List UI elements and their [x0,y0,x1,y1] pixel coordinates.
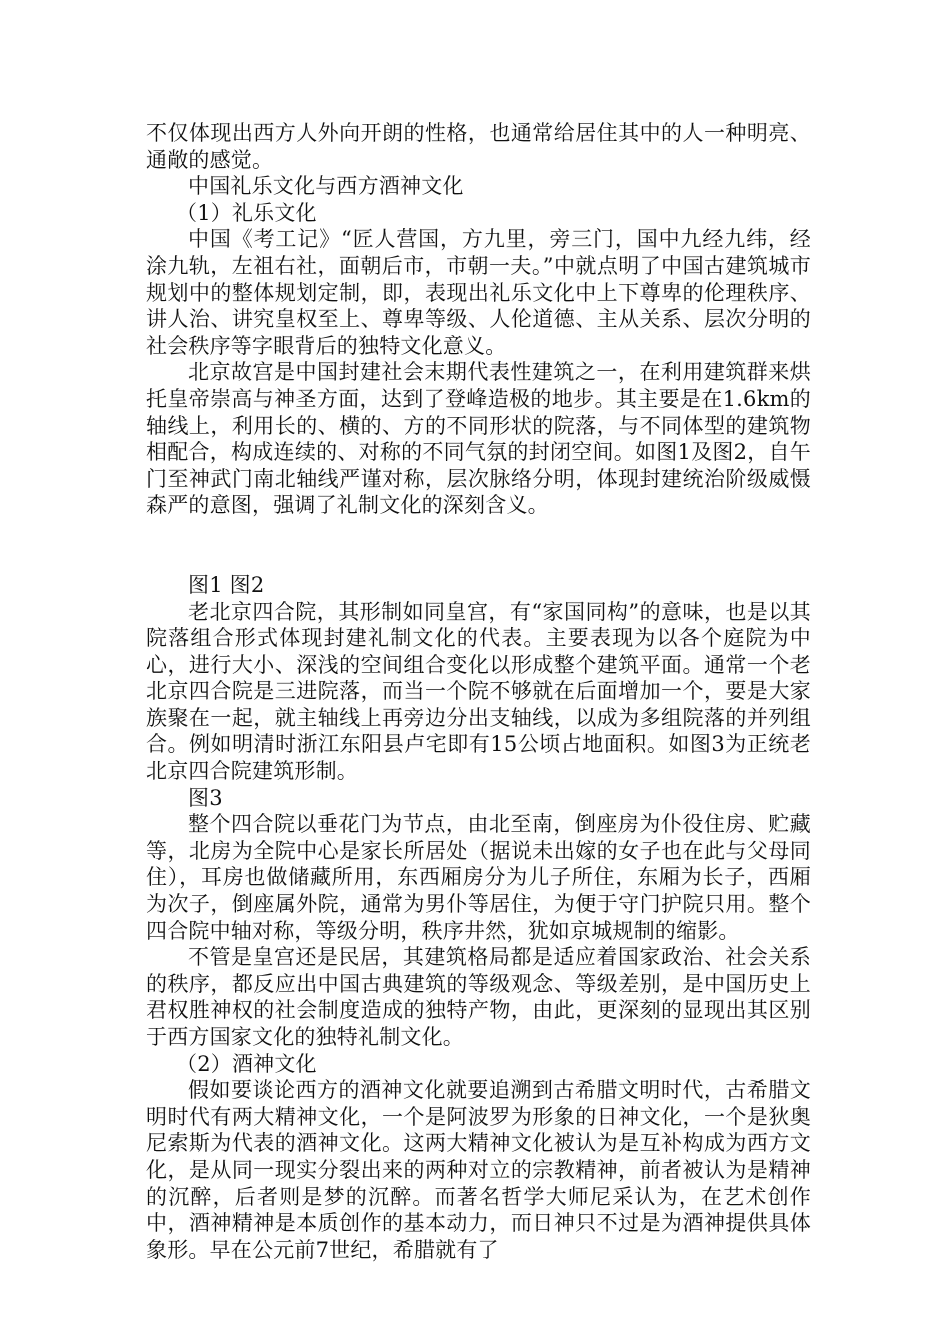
figure-placeholder-gap [146,519,811,572]
figure-caption-3: 图3 [188,785,223,810]
paragraph-chuihuamen: 整个四合院以垂花门为节点，由北至南，倒座房为仆役住房、贮藏等，北房为全院中心是家长所居处（据说未出嫁的女子也在此与父母同住），耳房也做储藏所用，东西厢房分为儿子所住，东厢为长子，西厢为次子，倒座属外院，通常为男仆等居住，为便于守门护院只用。整个四合院中轴对称，等级分明，秩序井然，犹如京城规制的缩影。 [146,812,811,943]
section-heading: 中国礼乐文化与西方酒神文化 [188,174,464,199]
subsection-heading-liyue: （1）礼乐文化 [176,200,317,225]
document-body [146,120,811,1263]
paragraph-palace-and-residence: 不管是皇宫还是民居，其建筑格局都是适应着国家政治、社会关系的秩序，都反应出中国古典建筑的等级观念、等级差别，是中国历史上君权胜神权的社会制度造成的独特产物，由此，更深刻的显现出其区别于西方国家文化的独特礼制文化。 [146,945,811,1049]
paragraph-siheyuan: 老北京四合院，其形制如同皇宫，有“家国同构”的意味，也是以其院落组合形式体现封建礼制文化的代表。主要表现为以各个庭院为中心，进行大小、深浅的空间组合变化以形成整个建筑平面。通常一个老北京四合院是三进院落，而当一个院不够就在后面增加一个，要是大家族聚在一起，就主轴线上再旁边分出支轴线，以成为多组院落的并列组合。例如明清时浙江东阳县卢宅即有15公顷占地面积。如图3为正统老北京四合院建筑形制。 [146,599,811,784]
paragraph-continuation: 不仅体现出西方人外向开朗的性格，也通常给居住其中的人一种明亮、通敞的感觉。 [146,121,811,172]
paragraph-kaogongji: 中国《考工记》“匠人营国，方九里，旁三门，国中九经九纬，经涂九轨，左祖右社，面朝后市，市朝一夫。”中就点明了中国古建筑城市规划中的整体规划定制，即，表现出礼乐文化中上下尊卑的伦理秩序、讲人治、讲究皇权至上、尊卑等级、人伦道德、主从关系、层次分明的社会秩序等字眼背后的独特文化意义。 [146,227,811,358]
subsection-heading-jiushen: （2）酒神文化 [176,1051,317,1076]
paragraph-forbidden-city: 北京故宫是中国封建社会末期代表性建筑之一，在利用建筑群来烘托皇帝崇高与神圣方面，达到了登峰造极的地步。其主要是在1.6km的轴线上，利用长的、横的、方的不同形状的院落，与不同体型的建筑物相配合，构成连续的、对称的不同气氛的封闭空间。如图1及图2，自午门至神武门南北轴线严谨对称，层次脉络分明，体现封建统治阶级威慑森严的意图，强调了礼制文化的深刻含义。 [146,360,811,518]
paragraph-dionysian: 假如要谈论西方的酒神文化就要追溯到古希腊文明时代，古希腊文明时代有两大精神文化，一个是阿波罗为形象的日神文化，一个是狄奥尼索斯为代表的酒神文化。这两大精神文化被认为是互补构成为西方文化，是从同一现实分裂出来的两种对立的宗教精神，前者被认为是精神的沉醉，后者则是梦的沉醉。而著名哲学大师尼采认为，在艺术创作中，酒神精神是本质创作的基本动力，而日神只不过是为酒神提供具体象形。早在公元前7世纪，希腊就有了 [146,1078,811,1262]
figure-caption-1-2: 图1 图2 [188,572,265,597]
